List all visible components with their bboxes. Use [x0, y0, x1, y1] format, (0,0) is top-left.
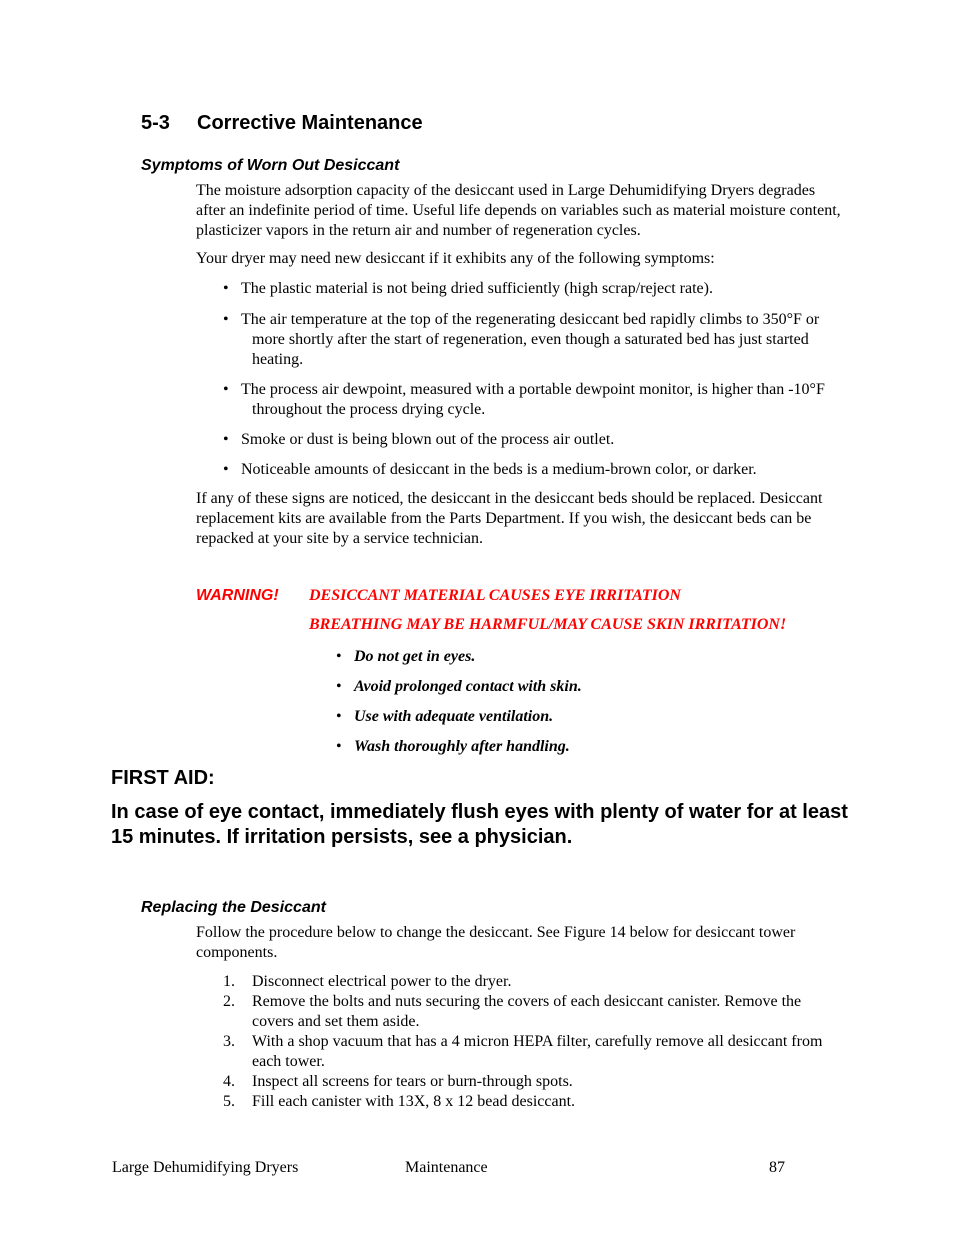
list-item — [196, 460, 841, 480]
bullet-icon: • — [223, 381, 229, 398]
first-aid-text: In case of eye contact, immediately flush eyes with plenty of water for at least 15 minutes. If irritation persists, see a physician. — [111, 801, 848, 848]
list-item — [309, 677, 582, 697]
symptoms-lead-paragraph: Your dryer may need new desiccant if it exhibits any of the following symptoms: — [196, 250, 715, 267]
list-item-text: Noticeable amounts of desiccant in the beds is a medium-brown color, or darker. — [241, 461, 757, 478]
warning-line-eye-irritation: DESICCANT MATERIAL CAUSES EYE IRRITATION — [309, 587, 681, 604]
step-text: With a shop vacuum that has a 4 micron HEPA filter, carefully remove all desiccant from each tower. — [252, 1033, 823, 1070]
list-item-text: Wash thoroughly after handling. — [354, 738, 570, 755]
list-item — [196, 992, 841, 1032]
list-item — [196, 279, 841, 299]
bullet-icon: • — [336, 738, 342, 755]
step-number: 5. — [223, 1093, 235, 1110]
section-heading — [141, 112, 423, 135]
warning-label: WARNING! — [196, 587, 279, 604]
footer-chapter: Maintenance — [405, 1159, 488, 1176]
list-item-text: The plastic material is not being dried sufficiently (high scrap/reject rate). — [241, 280, 713, 297]
bullet-icon: • — [223, 280, 229, 297]
section-number: 5-3 — [141, 112, 170, 134]
bullet-icon: • — [223, 311, 229, 328]
list-item — [196, 310, 841, 370]
list-item — [196, 972, 841, 992]
list-item-text: The process air dewpoint, measured with a portable dewpoint monitor, is higher than -10°F throughout the process drying cycle. — [241, 381, 825, 418]
list-item — [196, 430, 841, 450]
bullet-icon: • — [223, 461, 229, 478]
replacing-intro-paragraph: Follow the procedure below to change the desiccant. See Figure 14 below for desiccant tower components. — [196, 924, 796, 961]
step-number: 4. — [223, 1073, 235, 1090]
list-item-text: Smoke or dust is being blown out of the process air outlet. — [241, 431, 615, 448]
step-text: Inspect all screens for tears or burn-through spots. — [252, 1073, 573, 1090]
first-aid-label: FIRST AID: — [111, 767, 215, 789]
bullet-icon: • — [336, 648, 342, 665]
bullet-icon: • — [223, 431, 229, 448]
replacement-steps-list — [196, 972, 841, 1112]
warning-line-breathing: BREATHING MAY BE HARMFUL/MAY CAUSE SKIN IRRITATION! — [309, 616, 787, 633]
symptoms-heading: Symptoms of Worn Out Desiccant — [141, 157, 400, 174]
step-text: Disconnect electrical power to the dryer. — [252, 973, 512, 990]
list-item-text: Do not get in eyes. — [354, 648, 476, 665]
step-number: 3. — [223, 1033, 235, 1050]
step-number: 2. — [223, 993, 235, 1010]
footer-document-title: Large Dehumidifying Dryers — [112, 1159, 299, 1176]
list-item-text: Avoid prolonged contact with skin. — [354, 678, 582, 695]
footer-page-number: 87 — [769, 1159, 785, 1176]
list-item — [196, 1032, 841, 1072]
list-item — [309, 707, 553, 727]
step-text: Remove the bolts and nuts securing the covers of each desiccant canister. Remove the covers and set them aside. — [252, 993, 802, 1030]
replacing-heading: Replacing the Desiccant — [141, 899, 326, 916]
step-text: Fill each canister with 13X, 8 x 12 bead desiccant. — [252, 1093, 576, 1110]
list-item — [309, 737, 570, 757]
symptoms-closing-paragraph: If any of these signs are noticed, the desiccant in the desiccant beds should be replaced. Desiccant replacement kits are available from the Parts Department. If you wish, the desiccant beds can be repacked at your site by a service technician. — [196, 490, 823, 547]
symptoms-intro-paragraph: The moisture adsorption capacity of the desiccant used in Large Dehumidifying Dryers degrades after an indefinite period of time. Useful life depends on variables such as material moisture content, plasticizer vapors in the return air and number of regeneration cycles. — [196, 182, 841, 239]
list-item — [196, 380, 841, 420]
list-item — [309, 647, 475, 667]
bullet-icon: • — [336, 708, 342, 725]
list-item-text: Use with adequate ventilation. — [354, 708, 554, 725]
list-item-text: The air temperature at the top of the regenerating desiccant bed rapidly climbs to 350°F or more shortly after the start of regeneration, even though a saturated bed has just started heating. — [241, 311, 820, 368]
list-item — [196, 1072, 841, 1092]
bullet-icon: • — [336, 678, 342, 695]
section-title: Corrective Maintenance — [197, 112, 423, 134]
list-item — [196, 1092, 841, 1112]
step-number: 1. — [223, 973, 235, 990]
